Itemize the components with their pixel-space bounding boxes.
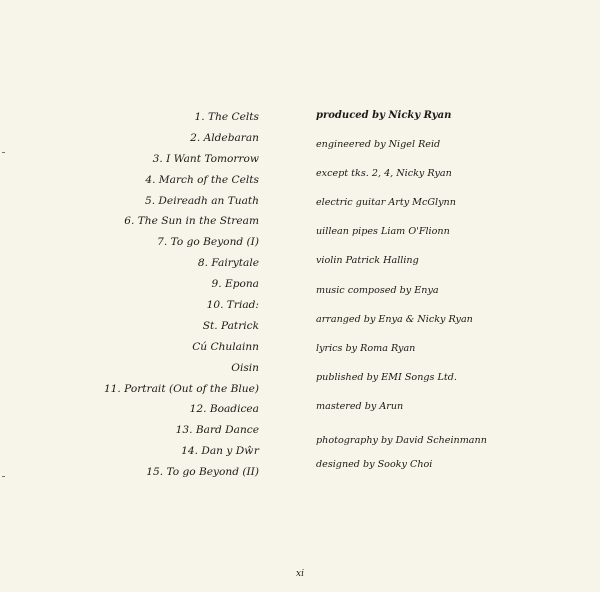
- track-item: 15. To go Beyond (II): [146, 466, 259, 479]
- track-item: 12. Boadicea: [189, 403, 259, 416]
- edge-mark: [2, 152, 5, 153]
- track-item: 1. The Celts: [194, 111, 259, 123]
- credit-item: uillean pipes Liam O'Flionn: [316, 226, 450, 238]
- credits-list: [316, 106, 576, 484]
- track-subitem: St. Patrick: [202, 319, 259, 332]
- track-item: 14. Dan y Dŵr: [181, 445, 259, 458]
- track-item: 6. The Sun in the Stream: [124, 215, 259, 228]
- track-list: [60, 107, 259, 483]
- track-item: 8. Fairytale: [197, 257, 259, 270]
- credit-item: violin Patrick Halling: [316, 255, 419, 267]
- track-item: 11. Portrait (Out of the Blue): [103, 382, 259, 395]
- track-subitem: Oisin: [231, 361, 259, 374]
- edge-mark: [2, 476, 5, 477]
- credit-item: engineered by Nigel Reid: [316, 139, 441, 151]
- track-item: 4. March of the Celts: [145, 173, 259, 186]
- page-number: xi: [296, 569, 304, 579]
- credit-item: mastered by Arun: [316, 400, 404, 412]
- track-item: 13. Bard Dance: [175, 424, 259, 437]
- track-subitem: Cú Chulainn: [192, 340, 259, 353]
- credit-item: arranged by Enya & Nicky Ryan: [316, 313, 473, 325]
- credit-item: designed by Sooky Choi: [316, 458, 433, 470]
- track-item: 7. To go Beyond (I): [157, 236, 259, 249]
- track-item: 5. Deireadh an Tuath: [144, 194, 259, 207]
- track-item: 3. I Want Tomorrow: [152, 152, 259, 165]
- track-item: 2. Aldebaran: [190, 131, 259, 144]
- credit-item: produced by Nicky Ryan: [316, 110, 452, 121]
- credit-item: electric guitar Arty McGlynn: [316, 197, 456, 209]
- credit-item: music composed by Enya: [316, 284, 439, 296]
- credit-item: except tks. 2, 4, Nicky Ryan: [316, 168, 452, 180]
- track-item: 10. Triad:: [206, 299, 259, 312]
- credit-item: published by EMI Songs Ltd.: [316, 371, 457, 383]
- track-item: 9. Epona: [211, 278, 259, 291]
- credit-item: photography by David Scheinmann: [316, 435, 487, 447]
- credit-item: lyrics by Roma Ryan: [316, 342, 416, 354]
